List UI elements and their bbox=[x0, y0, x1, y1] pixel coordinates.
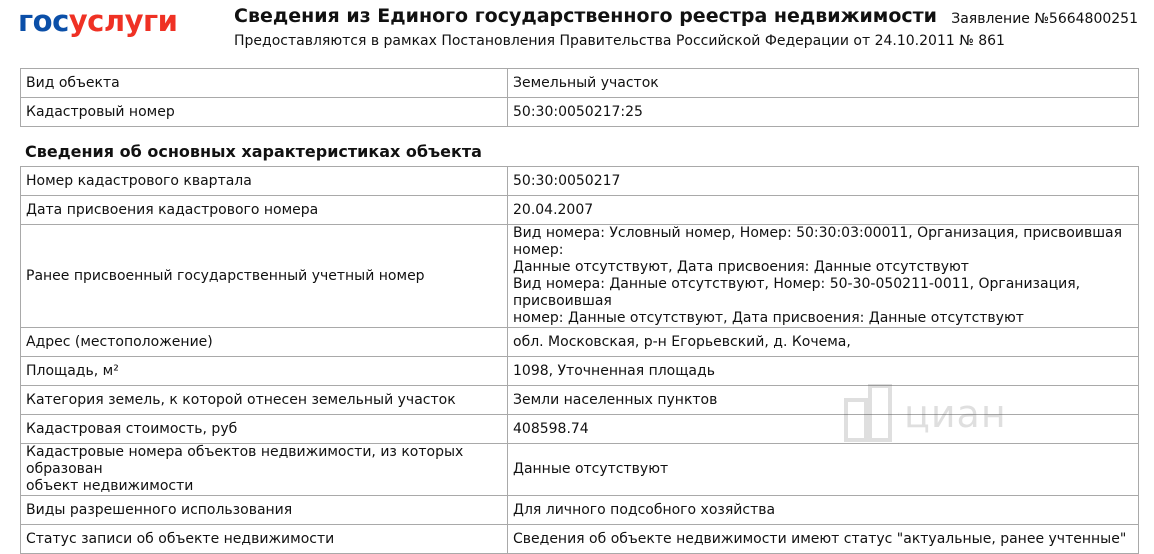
table-row bbox=[21, 98, 1139, 127]
table-row bbox=[21, 496, 1139, 525]
row-value: 50:30:0050217 bbox=[508, 167, 1139, 196]
row-label-multiline bbox=[21, 444, 508, 496]
row-value: 50:30:0050217:25 bbox=[508, 98, 1139, 127]
table-row bbox=[21, 444, 1139, 496]
table-row bbox=[21, 386, 1139, 415]
logo-part-gos: гос bbox=[18, 4, 69, 38]
row-label: Ранее присвоенный государственный учетный номер bbox=[21, 225, 508, 328]
object-identification-table bbox=[20, 68, 1139, 127]
row-label: Виды разрешенного использования bbox=[21, 496, 508, 525]
watermark-text: циан bbox=[904, 392, 1007, 436]
row-label: Номер кадастрового квартала bbox=[21, 167, 508, 196]
label-line: Кадастровые номера объектов недвижимости, из которых образован bbox=[26, 444, 464, 477]
table-row bbox=[21, 328, 1139, 357]
document-header bbox=[0, 0, 1154, 60]
row-label: Категория земель, к которой отнесен земельный участок bbox=[21, 386, 508, 415]
table-row bbox=[21, 357, 1139, 386]
table-row bbox=[21, 525, 1139, 554]
row-label: Дата присвоения кадастрового номера bbox=[21, 196, 508, 225]
document-title: Сведения из Единого государственного реестра недвижимости bbox=[234, 5, 937, 27]
value-line: номер: Данные отсутствуют, Дата присвоения: Данные отсутствуют bbox=[513, 310, 1024, 326]
value-line: Данные отсутствуют, Дата присвоения: Данные отсутствуют bbox=[513, 259, 969, 275]
row-value: 20.04.2007 bbox=[508, 196, 1139, 225]
row-label: Кадастровая стоимость, руб bbox=[21, 415, 508, 444]
gosuslugi-logo[interactable] bbox=[18, 4, 177, 38]
row-label: Адрес (местоположение) bbox=[21, 328, 508, 357]
row-label: Статус записи об объекте недвижимости bbox=[21, 525, 508, 554]
row-value: 1098, Уточненная площадь bbox=[508, 357, 1139, 386]
row-value: 408598.74 bbox=[508, 415, 1139, 444]
row-value-multiline bbox=[508, 225, 1139, 328]
row-value: обл. Московская, р-н Егорьевский, д. Кочема, bbox=[508, 328, 1139, 357]
value-line: Вид номера: Условный номер, Номер: 50:30:03:00011, Организация, присвоившая номер: bbox=[513, 225, 1123, 258]
row-value: Сведения об объекте недвижимости имеют статус "актуальные, ранее учтенные" bbox=[508, 525, 1139, 554]
table-row bbox=[21, 69, 1139, 98]
application-number: Заявление №5664800251 bbox=[951, 11, 1138, 27]
table-row bbox=[21, 415, 1139, 444]
table-row bbox=[21, 225, 1139, 328]
row-value: Данные отсутствуют bbox=[508, 444, 1139, 496]
row-label: Площадь, м² bbox=[21, 357, 508, 386]
label-line: объект недвижимости bbox=[26, 478, 194, 494]
row-value: Земли населенных пунктов bbox=[508, 386, 1139, 415]
characteristics-table bbox=[20, 166, 1139, 554]
table-row bbox=[21, 196, 1139, 225]
row-value: Для личного подсобного хозяйства bbox=[508, 496, 1139, 525]
section-title: Сведения об основных характеристиках объекта bbox=[25, 142, 482, 161]
table-row bbox=[21, 167, 1139, 196]
logo-part-uslugi: услуги bbox=[68, 4, 178, 38]
document-subtitle: Предоставляются в рамках Постановления Правительства Российской Федерации от 24.10.2011 № 861 bbox=[234, 33, 1005, 49]
value-line: Вид номера: Данные отсутствуют, Номер: 50-30-050211-0011, Организация, присвоившая bbox=[513, 276, 1081, 309]
row-value: Земельный участок bbox=[508, 69, 1139, 98]
row-label: Кадастровый номер bbox=[21, 98, 508, 127]
row-label: Вид объекта bbox=[21, 69, 508, 98]
